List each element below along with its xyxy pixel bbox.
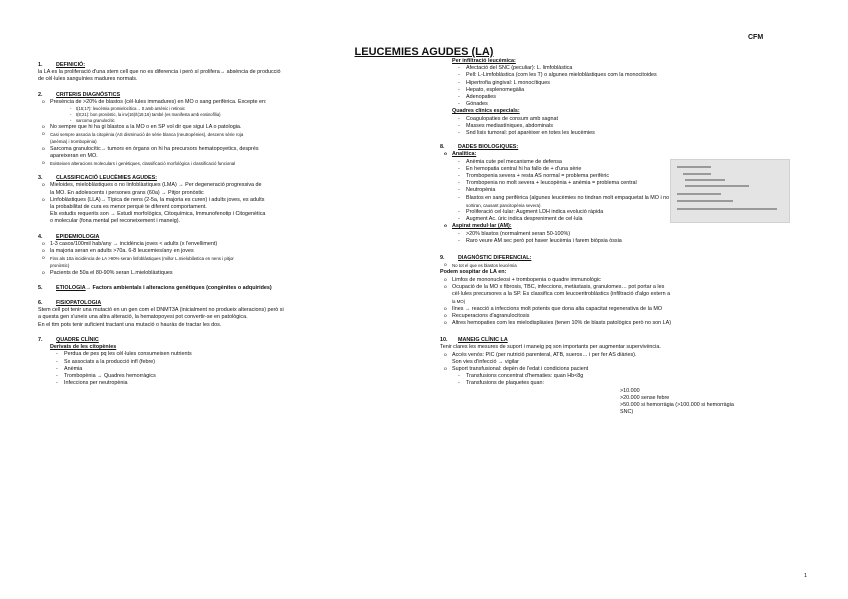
list-item: - Anèmia	[38, 366, 428, 373]
text-line: la MO)	[452, 299, 466, 305]
list-item: - Raro veure AM sec però pot haver leucèmia i farem biòpsia òssia	[440, 238, 820, 245]
list-item: - En hemopatia central hi ha fallo de + d'una sèrie	[440, 166, 820, 173]
list-item: o 1-3 casos/100mil hab/any → incidència joves < adults (x l'envelliment)	[38, 241, 428, 248]
text-line: Son vies d'infecció → vigilar	[452, 358, 519, 365]
list-item: - Augment Ac. úric indica despreniment de cel·lula	[440, 216, 820, 223]
text-line: apareixeran en MO.	[50, 152, 98, 159]
list-item: - Hipertrofia gingival: L monocítiques	[440, 80, 820, 87]
list-item: - Trombopenia no molt severa + leucopènia + anèmia = problema central	[440, 180, 820, 187]
list-item: - Perdua de pes pq les cèl·lules consumeixen nutrients	[38, 351, 428, 358]
list-item: o la majoria seran en adults >70a. 6-8 leucemies/any en joves	[38, 248, 428, 255]
section-quadre-clinic: 7. QUADRE CLÍNIC	[38, 336, 99, 343]
text-line: Tenir clares les mesures de suport i maneig pq son importants per augmentar supervivència.	[440, 344, 661, 351]
page-title: LEUCEMIES AGUDES (LA)	[354, 46, 494, 58]
list-item: - Sx associats a la producció infl (febre)	[38, 359, 428, 366]
list-item: - Gónades	[440, 101, 820, 108]
section-criteris: 2. CRITERIS DIAGNÒSTICS	[38, 91, 121, 98]
list-item: o Recuperacions d'agranulocitosis	[440, 313, 820, 320]
list-item: o Accés venós: PIC (per nutrició parenteral, ATB, sueros… i per fer AS diàries).	[440, 352, 820, 359]
author-label: CFM	[748, 34, 764, 41]
left-column	[38, 58, 428, 387]
text-line: (anèmia) i trombopènia)	[50, 139, 97, 145]
page-number: 1	[804, 573, 808, 579]
list-item: o Suport transfusional: depèn de l'edat i condicions pacient	[440, 366, 820, 373]
text-line: >50.000 si hemorràgia (>100.000 si hemorràgia	[620, 401, 734, 408]
list-item: - Hepato, esplenomegàlia	[440, 87, 820, 94]
list-item: - t(8;21): bon pronòstic, la inv(16)/t(16;16) també (es manifesta amb eosinofília)	[38, 112, 428, 118]
section-maneig-clinic: 10. MANEIG CLÍNIC LA	[440, 337, 508, 344]
list-item: - Neutropènia	[440, 187, 820, 194]
list-item: - Proliferació cel·lular: Augment LDH indica evolució ràpida	[440, 209, 820, 216]
text-line: Stem cell pot tenir una mutació en un gen com el DNMT3A (inicialment no produeix alteracions) però si	[38, 307, 284, 314]
list-item: o Ilnes → reacció a infeccions molt potents que dona alta capacitat regenerativa de la MO	[440, 306, 820, 313]
text-line: sortiran, causant pancitopènia severa)	[466, 202, 541, 208]
section-classificacio: 3. CLASSIFICACIÓ LEUCÈMIES AGUDES:	[38, 175, 158, 182]
list-item: o No tot el que es blastos leucèmia	[440, 262, 820, 269]
list-item: o Presència de >20% de blastos (cèl·lules immadures) en MO o sang perifèrica. Excepte en:	[38, 99, 428, 106]
text-line: la probabilitat de cura es menor perquè te diferent comportament.	[50, 204, 207, 211]
text-line: cèl·lules precursores a la SP. Es classifica com leucoeritroblàstics (infiltració d'algo extern a	[452, 291, 671, 298]
subheading: Quadres clínics especials:	[452, 108, 520, 115]
list-item: - Blastos en sang perifèrica (algunes leucèmies no tindran molt empaquetat la MO i no	[440, 195, 820, 202]
list-item: - >20% blastos (normalment seran 50-100%)	[440, 231, 820, 238]
list-item: - t(15;17): leucèmia promielocítica→ tt amb arsènic i retinoic	[38, 106, 428, 112]
list-item: o Sarcoma granulocític→ tumors en òrgans on hi ha precursors hematopoyetics, després	[38, 146, 428, 153]
list-item: - Afectació del SNC (peculiar): L. limfoblàstica	[440, 65, 820, 72]
list-item: o Existeixen alteracions moleculars i genètiques, classificació morfològica i classificació funcional	[38, 160, 428, 167]
list-item: - Snd lisis tumoral: pot aparèixer en totes les leucèmies	[440, 130, 820, 137]
list-item: o Pacients de 50a el 80-90% seran L.mieloblàstiques	[38, 270, 428, 277]
list-item: o Fins als 10a incidència de LA >90% seran linfoblàstiques (millor L.mieloblàstica en nens i pitjor	[38, 255, 428, 262]
list-item: - Pell: L-Limfoblàstica (com les T) o algunes mieloblàstiques com la monocitoides	[440, 72, 820, 79]
list-item: - sarcoma granulocític	[38, 118, 428, 124]
list-item: o Altres hemopaties com les mielodisplàsies (tenen 10% de blasts patològics però no son LA)	[440, 320, 820, 327]
subheading: o Aspirat medul·lar (AM):	[440, 223, 820, 230]
subheading: Per infiltració leucèmica:	[452, 58, 516, 64]
text-line: a questa gen s'uneix una altra alteració, la hematopoyesi pot convertir-se en patològica.	[38, 314, 248, 321]
text-line: Podem sospitar de LA en:	[440, 269, 507, 276]
section-dades-biologiques: 8. DADES BIOLOGIQUES:	[440, 144, 519, 151]
text-line: Els estudis requerits son → Estudi morfològics, Citoquímica, Immunofenotip i Citogenètica	[50, 211, 266, 218]
list-item: - Adenopaties	[440, 94, 820, 101]
text-line: o molecular (fona mental pel reconeixement i maneig).	[50, 218, 181, 225]
list-item: o Ocupació de la MO x fibrosis, TBC, infeccions, metàstasis, granulomes… pot portar a les	[440, 284, 820, 291]
list-item: - Anèmia cute pel mecanisme de defensa	[440, 159, 820, 166]
list-item: - Coagulopaties de consum amb sagnat	[440, 116, 820, 123]
list-item: - Transfusions concentrat d'hematies: quan Hb<8g	[440, 373, 820, 380]
text-line: la LA es la proliferació d'una stem cell que no es diferencia i però sí prolifera→ absència de producció	[38, 69, 281, 76]
list-item: - Masses mediastíniques, abdominals	[440, 123, 820, 130]
text-line: la MO. En adolescents i persones grans (60a) → Pitjor pronòstic	[50, 189, 204, 196]
right-column	[440, 58, 820, 416]
list-item: - Transfusions de plaquetes quan:	[440, 380, 820, 387]
section-definicio: 1. DEFINICIÓ:	[38, 62, 86, 68]
section-fisiopatologia: 6. FISIOPATOLOGIA	[38, 300, 102, 307]
list-item: o Limfos de mononucleosi + trombopenia o quadre immunològic	[440, 277, 820, 284]
subheading: Derivats de les citopènies	[50, 344, 117, 351]
text-line: de cèl·lules sanguínies madures normals.	[38, 76, 138, 83]
list-item: o Casi sempre associa la citopènia (AS disminució de sèrie blanca (neutropènies), descens sèrie roja	[38, 131, 428, 138]
list-item: o Mieloides, mieloblàstiques o no linfoblàstiques (LMA) → Per degeneració progressiva de	[38, 182, 428, 189]
text-line: SNC)	[620, 409, 634, 416]
list-item: o No sempre que hi ha gi blastos a la MO o en SP vol dir que sigui LA o patologia.	[38, 124, 428, 131]
section-epidemiologia: 4. EPIDEMIOLOGIA	[38, 233, 100, 240]
list-item: - Trombopenia severa + resta AS normal = problema perifèric	[440, 173, 820, 180]
subheading: o Analítica:	[440, 151, 820, 158]
list-item: o Linfoblàstiques (LLA)→ Típica de nens (2-5a, la majoria es curen) i adults joves, es adults	[38, 197, 428, 204]
list-item: - Infeccions per neutropènia	[38, 380, 428, 387]
section-diagnostic-diferencial: 9. DIAGNÒSTIC DIFERENCIAL:	[440, 255, 532, 262]
text-line: En el ttm pots tenir suficient tractant una mutació o hauràs de tractar les dos.	[38, 321, 222, 328]
list-item: - Trombopènia → Quadres hemorràgics	[38, 373, 428, 380]
text-line: pronòstic)	[50, 263, 70, 269]
section-etiologia: 5. ETIOLOGIA→ Factors ambientals i alteracions genètiques (congènites o adquirides)	[38, 284, 272, 291]
text-line: >20.000 sense febre	[620, 394, 670, 401]
pasted-slide-image	[670, 159, 790, 223]
text-line: >10.000	[620, 387, 640, 394]
